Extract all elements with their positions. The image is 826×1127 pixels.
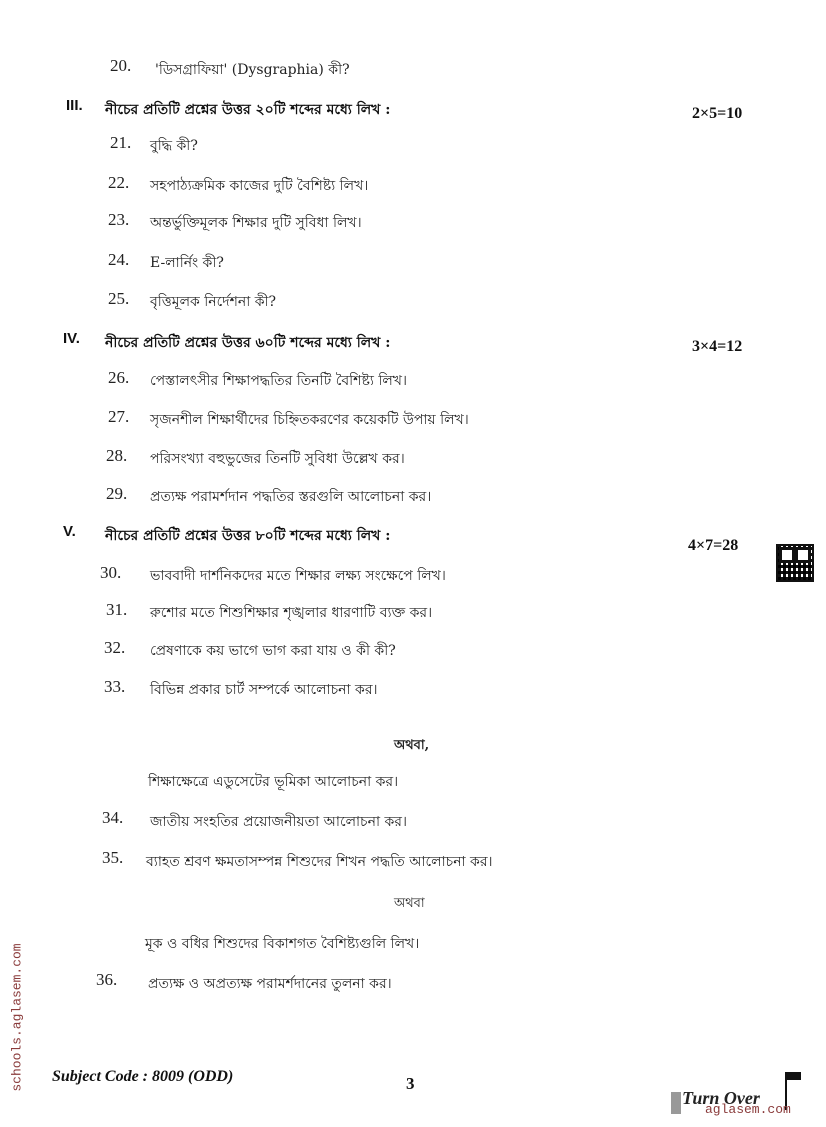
question-text: বুদ্ধি কী? — [150, 138, 198, 154]
question-number: 27. — [108, 407, 130, 426]
question-number: 35. — [102, 848, 124, 867]
qr-code-icon — [776, 544, 814, 582]
question-number: 25. — [108, 289, 130, 308]
question-number: 23. — [108, 210, 130, 229]
question-text: 'ডিসগ্রাফিয়া' (Dysgraphia) কী? — [155, 62, 350, 78]
question-text: মূক ও বধির শিশুদের বিকাশগত বৈশিষ্ট্যগুলি লিখ। — [145, 936, 420, 952]
question-text: বিভিন্ন প্রকার চার্ট সম্পর্কে আলোচনা কর। — [150, 682, 378, 698]
question-text: ভাববাদী দার্শনিকদের মতে শিক্ষার লক্ষ্য সংক্ষেপে লিখ। — [150, 568, 446, 584]
section-marks: 2×5=10 — [692, 105, 743, 122]
question-number: 20. — [110, 56, 132, 75]
question-number: 28. — [106, 446, 128, 465]
question-text: বৃত্তিমূলক নির্দেশনা কী? — [150, 294, 277, 310]
question-number: 32. — [104, 638, 126, 657]
turn-over-label: Turn Over — [682, 1088, 760, 1108]
question-number: 22. — [108, 173, 130, 192]
question-number: 30. — [100, 563, 122, 582]
section-instruction: নীচের প্রতিটি প্রশ্নের উত্তর ৬০টি শব্দের মধ্যে লিখ : — [105, 335, 391, 351]
question-number: 24. — [108, 250, 130, 269]
question-number: 33. — [104, 677, 126, 696]
or-label: অথবা, — [394, 738, 430, 753]
question-number: 29. — [106, 484, 128, 503]
section-number: IV. — [63, 330, 80, 347]
section-instruction: নীচের প্রতিটি প্রশ্নের উত্তর ২০টি শব্দের মধ্যে লিখ : — [105, 102, 391, 118]
question-text: রুশোর মতে শিশুশিক্ষার শৃঙ্খলার ধারণাটি ব্যক্ত কর। — [150, 605, 433, 621]
question-text: প্রত্যক্ষ ও অপ্রত্যক্ষ পরামর্শদানের তুলনা কর। — [148, 976, 392, 992]
question-text: প্রেষণাকে কয় ভাগে ভাগ করা যায় ও কী কী? — [150, 643, 396, 659]
section-number: V. — [63, 523, 76, 540]
question-number: 31. — [106, 600, 128, 619]
question-text: সৃজনশীল শিক্ষার্থীদের চিহ্নিতকরণের কয়েকটি উপায় লিখ। — [150, 412, 469, 428]
question-number: 26. — [108, 368, 130, 387]
question-text: পরিসংখ্যা বহুভুজের তিনটি সুবিধা উল্লেখ কর। — [150, 451, 405, 467]
bottom-watermark: aglasem.com — [705, 1102, 791, 1117]
question-number: 21. — [110, 133, 132, 152]
question-text: প্রত্যক্ষ পরামর্শদান পদ্ধতির স্তরগুলি আলোচনা কর। — [150, 489, 432, 505]
or-label: অথবা — [394, 896, 425, 911]
question-number: 36. — [96, 970, 118, 989]
turn-over-flag — [787, 1072, 801, 1080]
turn-over-bar — [671, 1092, 681, 1114]
subject-code: Subject Code : 8009 (ODD) — [52, 1068, 234, 1085]
question-text: জাতীয় সংহতির প্রয়োজনীয়তা আলোচনা কর। — [150, 814, 407, 830]
question-text: E-লার্নিং কী? — [150, 255, 224, 271]
question-number: 34. — [102, 808, 124, 827]
question-text: শিক্ষাক্ষেত্রে এডুসেটের ভূমিকা আলোচনা কর। — [148, 774, 399, 790]
question-text: ব্যাহত শ্রবণ ক্ষমতাসম্পন্ন শিশুদের শিখন পদ্ধতি আলোচনা কর। — [146, 854, 493, 870]
section-marks: 4×7=28 — [688, 537, 739, 554]
section-marks: 3×4=12 — [692, 338, 743, 355]
question-text: পেস্তালৎসীর শিক্ষাপদ্ধতির তিনটি বৈশিষ্ট্য লিখ। — [150, 373, 407, 389]
question-text: অন্তর্ভুক্তিমূলক শিক্ষার দুটি সুবিধা লিখ। — [150, 215, 362, 231]
section-instruction: নীচের প্রতিটি প্রশ্নের উত্তর ৮০টি শব্দের মধ্যে লিখ : — [105, 528, 391, 544]
page-number: 3 — [406, 1074, 415, 1093]
side-watermark: schools.aglasem.com — [9, 943, 25, 1092]
section-number: III. — [66, 97, 83, 114]
question-text: সহপাঠ্যক্রমিক কাজের দুটি বৈশিষ্ট্য লিখ। — [150, 178, 369, 194]
